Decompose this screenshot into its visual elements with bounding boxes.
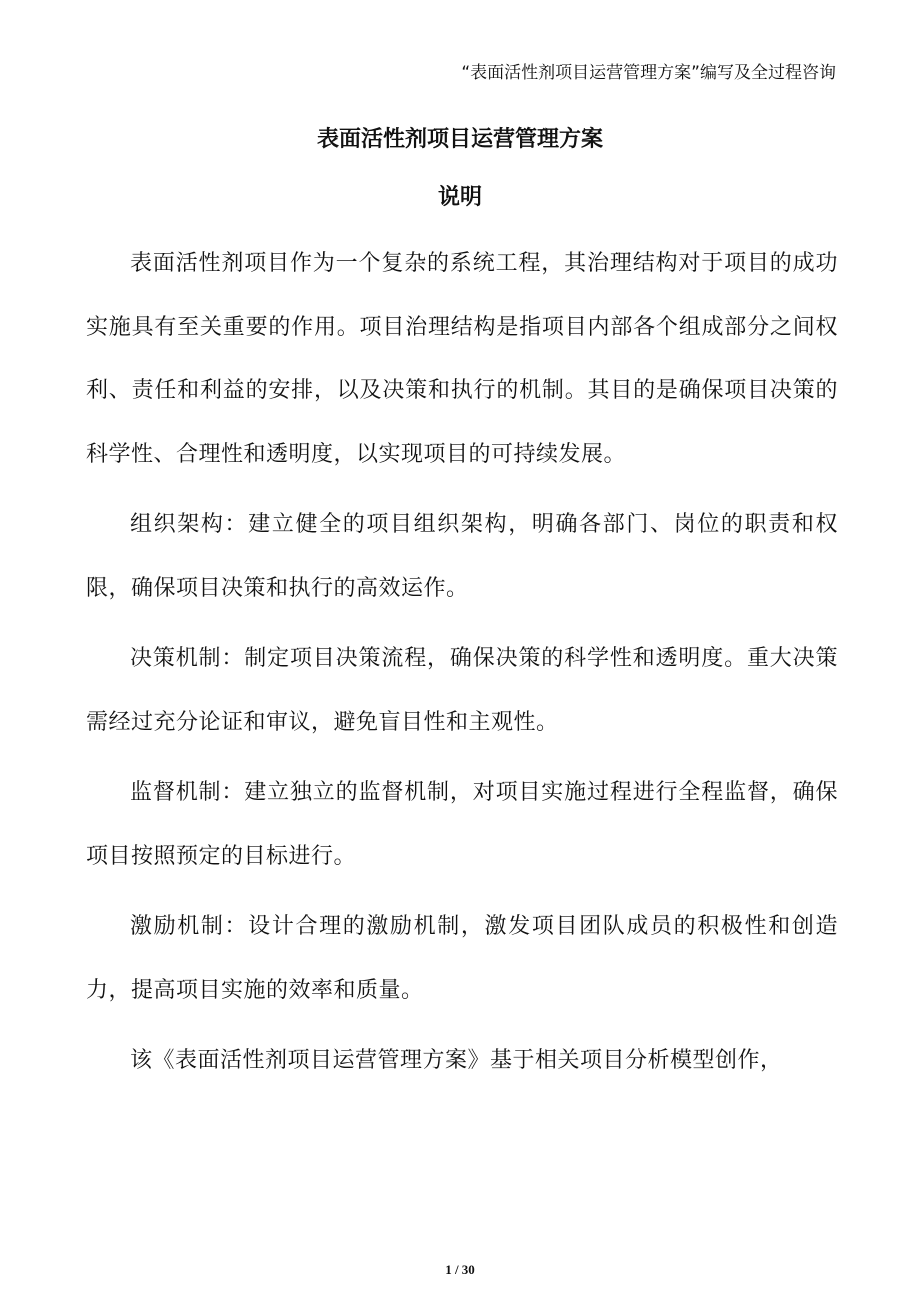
page-number: 1 / 30 (445, 1262, 475, 1277)
paragraph-intro: 表面活性剂项目作为一个复杂的系统工程，其治理结构对于项目的成功实施具有至关重要的作用。项目治理结构是指项目内部各个组成部分之间权利、责任和利益的安排，以及决策和执行的机制。其目的是确保项目决策的科学性、合理性和透明度，以实现项目的可持续发展。 (86, 251, 838, 467)
paragraph-incentive: 激励机制：设计合理的激励机制，激发项目团队成员的积极性和创造力，提高项目实施的效率和质量。 (86, 914, 838, 1003)
paragraph-supervision: 监督机制：建立独立的监督机制，对项目实施过程进行全程监督，确保项目按照预定的目标进行。 (86, 780, 838, 869)
paragraph-basis: 该《表面活性剂项目运营管理方案》基于相关项目分析模型创作， (130, 1048, 783, 1073)
running-header: “表面活性剂项目运营管理方案”编写及全过程咨询 (461, 63, 836, 83)
document-body (86, 232, 838, 1100)
paragraph-organization: 组织架构：建立健全的项目组织架构，明确各部门、岗位的职责和权限，确保项目决策和执行的高效运作。 (86, 512, 838, 601)
document-title: 表面活性剂项目运营管理方案 (316, 127, 603, 152)
section-heading: 说明 (437, 185, 482, 210)
paragraph-decision: 决策机制：制定项目决策流程，确保决策的科学性和透明度。重大决策需经过充分论证和审议，避免盲目性和主观性。 (86, 646, 838, 735)
